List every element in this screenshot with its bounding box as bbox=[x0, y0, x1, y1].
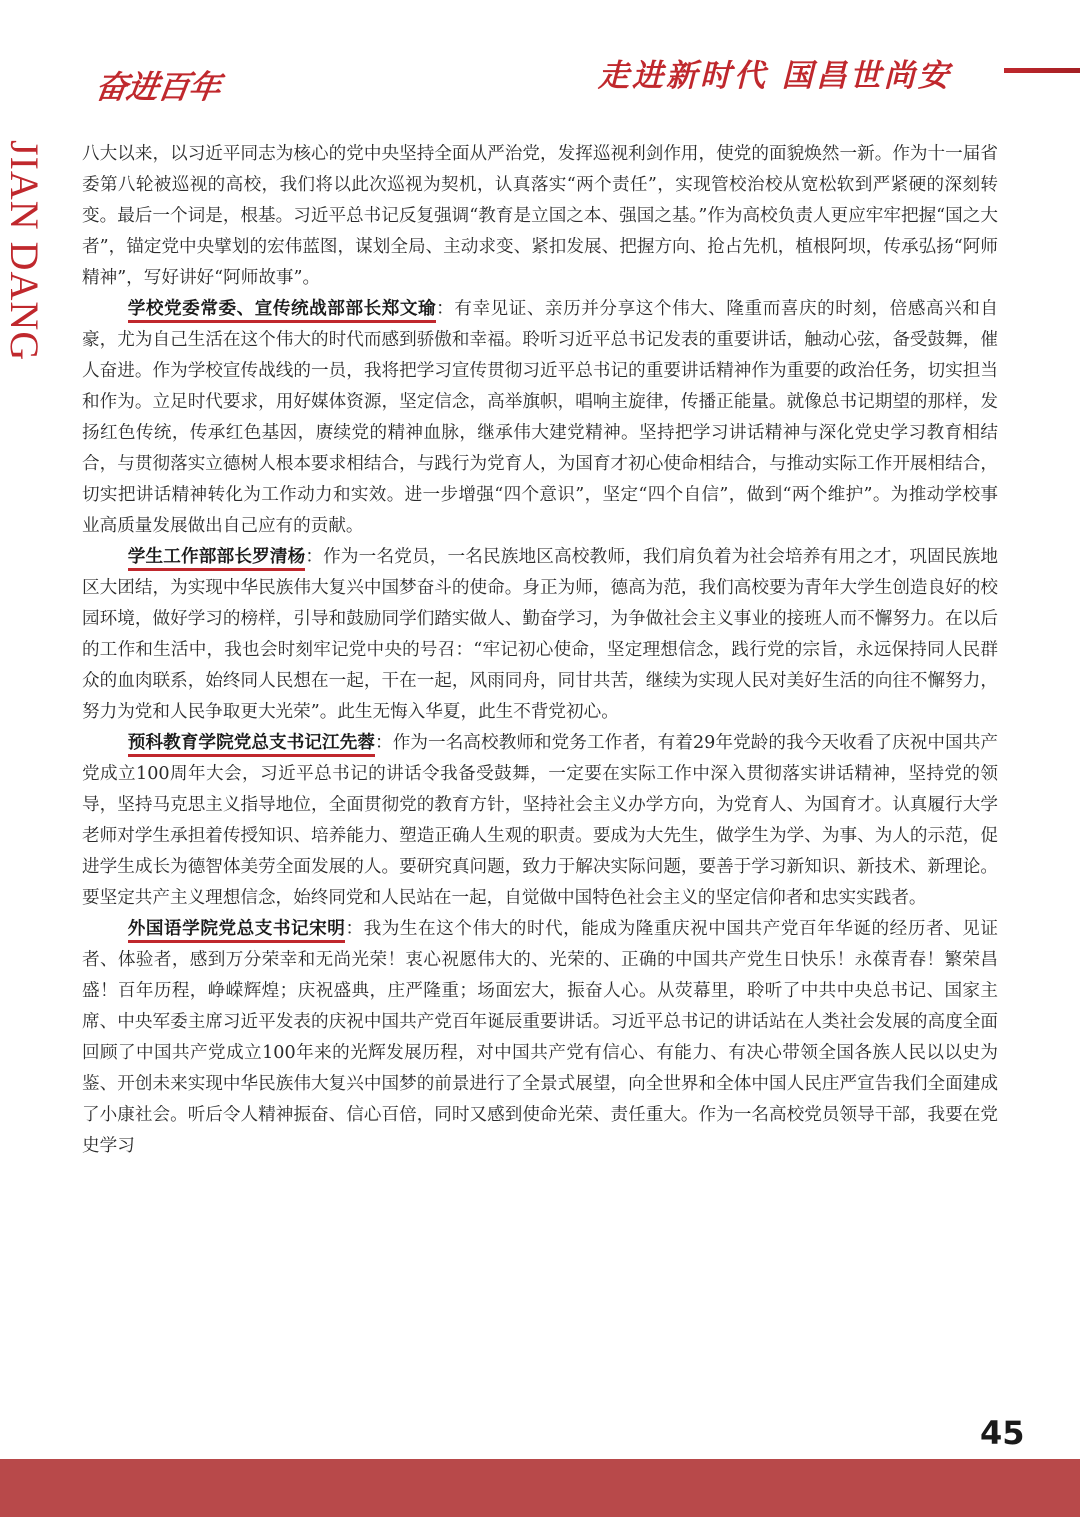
slogan-divider bbox=[1004, 68, 1080, 73]
paragraph-song-ming bbox=[82, 914, 998, 1162]
page-number: 45 bbox=[980, 1414, 1025, 1452]
footer-bar bbox=[0, 1459, 1080, 1517]
article-body bbox=[82, 139, 998, 1162]
paragraph-zheng-wenyu bbox=[82, 294, 998, 542]
paragraph-jiang-xianrong bbox=[82, 728, 998, 914]
paragraph-intro bbox=[82, 139, 998, 294]
speaker-title: 预科教育学院党总支书记江先蓉 bbox=[128, 733, 375, 757]
paragraph-text: ：作为一名高校教师和党务工作者，有着29年党龄的我今天收看了庆祝中国共产党成立100周年大会，习近平总书记的讲话令我备受鼓舞，一定要在实际工作中深入贯彻落实讲话精神，坚持党的领导，坚持马克思主义指导地位，全面贯彻党的教育方针，坚持社会主义办学方向，为党育人、为国育才。认真履行大学老师对学生承担着传授知识、培养能力、塑造正确人生观的职责。要成为大先生，做学生为学、为事、为人的示范，促进学生成长为德智体美劳全面发展的人。要研究真问题，致力于解决实际问题，要善于学习新知识、新技术、新理论。要坚定共产主义理想信念，始终同党和人民站在一起，自觉做中国特色社会主义的坚定信仰者和忠实实践者。 bbox=[82, 733, 998, 908]
header-slogan: 走进新时代 国昌世尚安 bbox=[598, 58, 952, 94]
paragraph-text: 八大以来，以习近平同志为核心的党中央坚持全面从严治党，发挥巡视利剑作用，使党的面貌焕然一新。作为十一届省委第八轮被巡视的高校，我们将以此次巡视为契机，认真落实“两个责任”，实现管校治校从宽松软到严紧硬的深刻转变。最后一个词是，根基。习近平总书记反复强调“教育是立国之本、强国之基。”作为高校负责人更应牢牢把握“国之大者”，锚定党中央擘划的宏伟蓝图，谋划全局、主动求变、紧扣发展、把握方向、抢占先机，植根阿坝，传承弘扬“阿师精神”，写好讲好“阿师故事”。 bbox=[82, 144, 998, 288]
paragraph-text: ：作为一名党员，一名民族地区高校教师，我们肩负着为社会培养有用之才，巩固民族地区大团结，为实现中华民族伟大复兴中国梦奋斗的使命。身正为师，德高为范，我们高校要为青年大学生创造良好的校园环境，做好学习的榜样，引导和鼓励同学们踏实做人、勤奋学习，为争做社会主义事业的接班人而不懈努力。在以后的工作和生活中，我也会时刻牢记党中央的号召：“牢记初心使命，坚定理想信念，践行党的宗旨，永远保持同人民群众的血肉联系，始终同人民想在一起，干在一起，风雨同舟，同甘共苦，继续为实现人民对美好生活的向往不懈努力，努力为党和人民争取更大光荣”。此生无悔入华夏，此生不背党初心。 bbox=[82, 547, 998, 722]
paragraph-luo-qingyang bbox=[82, 542, 998, 728]
speaker-title: 学校党委常委、宣传统战部部长郑文瑜 bbox=[128, 299, 436, 323]
section-label-text: JIAN DANG bbox=[2, 140, 47, 362]
magazine-logo: 奋进百年 bbox=[93, 68, 223, 106]
paragraph-text: ：有幸见证、亲历并分享这个伟大、隆重而喜庆的时刻，倍感高兴和自豪，尤为自己生活在这个伟大的时代而感到骄傲和幸福。聆听习近平总书记发表的重要讲话，触动心弦，备受鼓舞，催人奋进。作为学校宣传战线的一员，我将把学习宣传贯彻习近平总书记的重要讲话精神作为重要的政治任务，切实担当和作为。立足时代要求，用好媒体资源，坚定信念，高举旗帜，唱响主旋律，传播正能量。就像总书记期望的那样，发扬红色传统，传承红色基因，赓续党的精神血脉，继承伟大建党精神。坚持把学习讲话精神与深化党史学习教育相结合，与贯彻落实立德树人根本要求相结合，与践行为党育人，为国育才初心使命相结合，与推动实际工作开展相结合，切实把讲话精神转化为工作动力和实效。进一步增强“四个意识”，坚定“四个自信”，做到“两个维护”。为推动学校事业高质量发展做出自己应有的贡献。 bbox=[82, 299, 998, 536]
speaker-title: 学生工作部部长罗清杨 bbox=[128, 547, 306, 571]
paragraph-text: ：我为生在这个伟大的时代，能成为隆重庆祝中国共产党百年华诞的经历者、见证者、体验者，感到万分荣幸和无尚光荣！衷心祝愿伟大的、光荣的、正确的中国共产党生日快乐！永葆青春！繁荣昌盛！百年历程，峥嵘辉煌；庆祝盛典，庄严隆重；场面宏大，振奋人心。从荧幕里，聆听了中共中央总书记、国家主席、中央军委主席习近平发表的庆祝中国共产党百年诞辰重要讲话。习近平总书记的讲话站在人类社会发展的高度全面回顾了中国共产党成立100年来的光辉发展历程，对中国共产党有信心、有能力、有决心带领全国各族人民以以史为鉴、开创未来实现中华民族伟大复兴中国梦的前景进行了全景式展望，向全世界和全体中国人民庄严宣告我们全面建成了小康社会。听后令人精神振奋、信心百倍，同时又感到使命光荣、责任重大。作为一名高校党员领导干部，我要在党史学习 bbox=[82, 919, 998, 1156]
speaker-title: 外国语学院党总支书记宋明 bbox=[128, 919, 346, 943]
vertical-section-label bbox=[2, 140, 50, 430]
